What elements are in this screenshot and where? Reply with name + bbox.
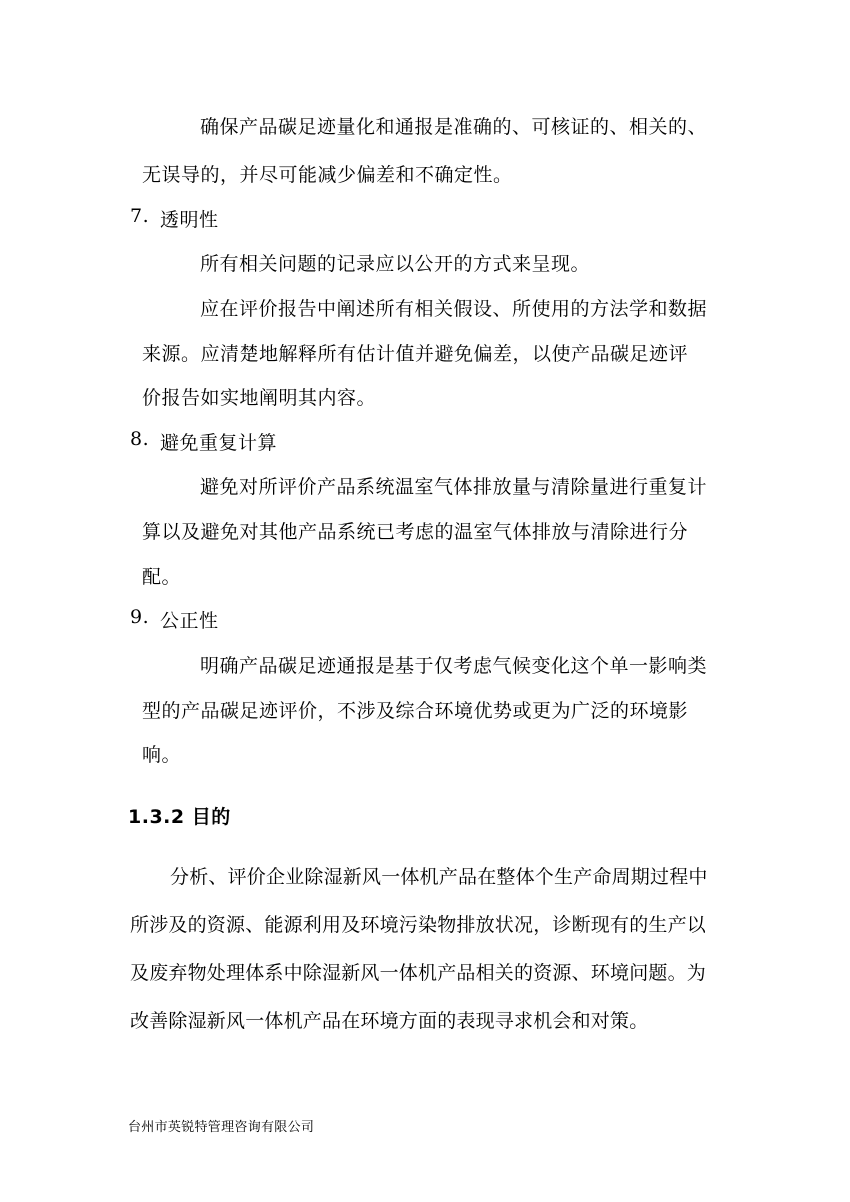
- body-line: 算以及避免对其他产品系统已考虑的温室气体排放与清除进行分: [142, 521, 689, 543]
- section-7-heading: [130, 205, 850, 231]
- section-title: 避免重复计算: [160, 432, 278, 454]
- body-line: 明确产品碳足迹通报是基于仅考虑气候变化这个单一影响类: [200, 655, 708, 677]
- body-line: 无误导的，并尽可能减少偏差和不确定性。: [142, 164, 513, 186]
- body-line: 所有相关问题的记录应以公开的方式来呈现。: [200, 253, 591, 275]
- body-line: 及废弃物处理体系中除湿新风一体机产品相关的资源、环境问题。为: [130, 962, 707, 984]
- section-number: 7.: [130, 205, 150, 227]
- page-footer: 台州市英锐特管理咨询有限公司: [128, 1120, 315, 1135]
- body-line: 来源。应清楚地解释所有估计值并避免偏差，以使产品碳足迹评: [142, 343, 689, 365]
- section-9-heading: [130, 606, 850, 632]
- body-line: 响。: [142, 744, 182, 766]
- section-number: 9.: [130, 606, 150, 628]
- body-line: 分析、评价企业除湿新风一体机产品在整体个生产命周期过程中: [170, 866, 708, 888]
- body-line: 确保产品碳足迹量化和通报是准确的、可核证的、相关的、: [200, 116, 708, 138]
- body-line: 改善除湿新风一体机产品在环境方面的表现寻求机会和对策。: [130, 1010, 649, 1032]
- body-line: 价报告如实地阐明其内容。: [142, 387, 377, 409]
- section-title: 公正性: [160, 610, 219, 632]
- body-line: 配。: [142, 566, 182, 588]
- section-8-heading: [130, 428, 850, 454]
- body-line: 避免对所评价产品系统温室气体排放量与清除量进行重复计: [200, 476, 708, 498]
- body-line: 型的产品碳足迹评价，不涉及综合环境优势或更为广泛的环境影: [142, 700, 689, 722]
- section-number: 8.: [130, 428, 150, 450]
- section-title: 透明性: [160, 209, 219, 231]
- body-line: 应在评价报告中阐述所有相关假设、所使用的方法学和数据: [200, 298, 708, 320]
- subsection-heading: 1.3.2 目的: [128, 806, 231, 828]
- body-line: 所涉及的资源、能源利用及环境污染物排放状况，诊断现有的生产以: [130, 914, 707, 936]
